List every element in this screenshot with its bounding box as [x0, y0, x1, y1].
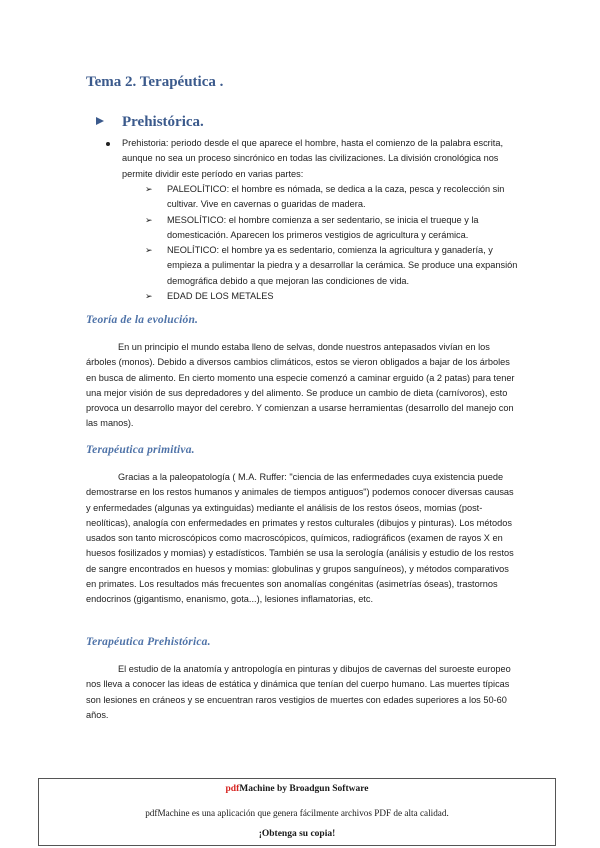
- paragraph-primitiva: Gracias a la paleopatología ( M.A. Ruffer: "ciencia de las enfermedades cuya existencia puede demostrarse en los restos humanos y animales de tiempos antiguos") podemos conocer diversas causas y enfermedades (algunas ya extinguidas) mediante el análisis de los restos óseos, momias (post-neolíticas), analogía con enfermedades en primates y restos culturales (dibujos y pinturas). Los métodos usados son tanto microscópicos como macroscópicos, químicos, radiográficos (examen de rayos X en huesos fosilizados y momias) y estadísticos. También se usa la serología (análisis y estudio de los restos de sangre encontrados en huesos y momias: globulinas y grupos sanguíneos), y métodos comparativos en primates. Los resultados más frecuentes son anomalías congénitas (asimetrías óseas), trastornos endocrinos (gigantismo, enanismo, gota...), lesiones inflamatorias, etc.: [86, 472, 514, 605]
- footer-brand-rest: Machine by Broadgun Software: [239, 784, 369, 794]
- list-item: [145, 243, 523, 289]
- section-heading-prehistorica: [96, 114, 204, 131]
- chevron-right-icon: ➢: [145, 184, 153, 194]
- paragraph-terapeutica-prehistorica: El estudio de la anatomía y antropología en pinturas y dibujos de cavernas del suroeste europeo nos lleva a conocer las ideas de estática y dinámica que tenían del cuerpo humano. Las muertes típicas son lesiones en cráneos y se encuentran raros vestigios de muertes con edades superiores a los 50-60 años.: [86, 664, 511, 720]
- bullet-dot-icon: [106, 142, 110, 146]
- paragraph-evolucion: En un principio el mundo estaba lleno de selvas, donde nuestros antepasados vivían en los árboles (monos). Debido a diversos cambios climáticos, estos se vieron obligados a bajar de los árboles en busca de alimento. En cierto momento una especie comenzó a caminar erguido (a 2 patas) para tener una mejor visión de sus depredadores y del alimento. Se produce un cambio de dieta (carnívoros), esto provoca un desarrollo mayor del cerebro. Y comienzan a usarse herramientas (desarrollo del manejo con las manos).: [86, 342, 515, 429]
- period-text: MESOLÍTICO: el hombre comienza a ser sedentario, se inicia el trueque y la domesticación. Aparecen los primeros vestigios de agricultura y cerámica.: [167, 214, 479, 240]
- section-heading-primitiva: Terapéutica primitiva.: [86, 444, 195, 456]
- section-heading-prehistorica-label: Prehistórica.: [122, 114, 204, 130]
- periods-list: [145, 182, 523, 304]
- footer-brand: [39, 784, 555, 794]
- footer-brand-pdf: pdf: [225, 784, 240, 794]
- pdfmachine-footer: [38, 778, 556, 846]
- section-heading-terapeutica-prehistorica: Terapéutica Prehistórica.: [86, 636, 211, 648]
- chevron-right-icon: ➢: [145, 291, 153, 302]
- chevron-right-icon: ➢: [145, 214, 153, 225]
- list-item: [145, 289, 523, 304]
- prehistoria-bullet: [106, 136, 526, 182]
- chevron-right-icon: ➢: [145, 245, 153, 256]
- arrow-bullet-icon: [96, 117, 104, 125]
- section-heading-evolucion: Teoría de la evolución.: [86, 314, 199, 326]
- period-text: NEOLÍTICO: el hombre ya es sedentario, comienza la agricultura y ganadería, y empieza a pulimentar la piedra y a desarrollar la cerámica. Se produce una expansión demográfica debido a que mejoran las condiciones de vida.: [167, 245, 518, 286]
- period-text: PALEOLÍTICO: el hombre es nómada, se dedica a la caza, pesca y recolección sin cultivar. Vive en cavernas o guaridas de madera.: [167, 184, 505, 210]
- footer-cta-link[interactable]: ¡Obtenga su copia!: [258, 829, 336, 839]
- prehistoria-bullet-text: Prehistoria: periodo desde el que aparece el hombre, hasta el comienzo de la palabra escrita, aunque no sea un proceso sincrónico en todas las civilizaciones. La división cronológica nos permite dividir este período en varias partes:: [122, 138, 503, 179]
- list-item: [145, 213, 523, 244]
- list-item: [145, 182, 523, 213]
- period-text: EDAD DE LOS METALES: [167, 291, 274, 302]
- bullet-row: [106, 136, 526, 182]
- document-title: Tema 2. Terapéutica .: [86, 74, 224, 90]
- footer-description: pdfMachine es una aplicación que genera fácilmente archivos PDF de alta calidad.: [145, 808, 449, 818]
